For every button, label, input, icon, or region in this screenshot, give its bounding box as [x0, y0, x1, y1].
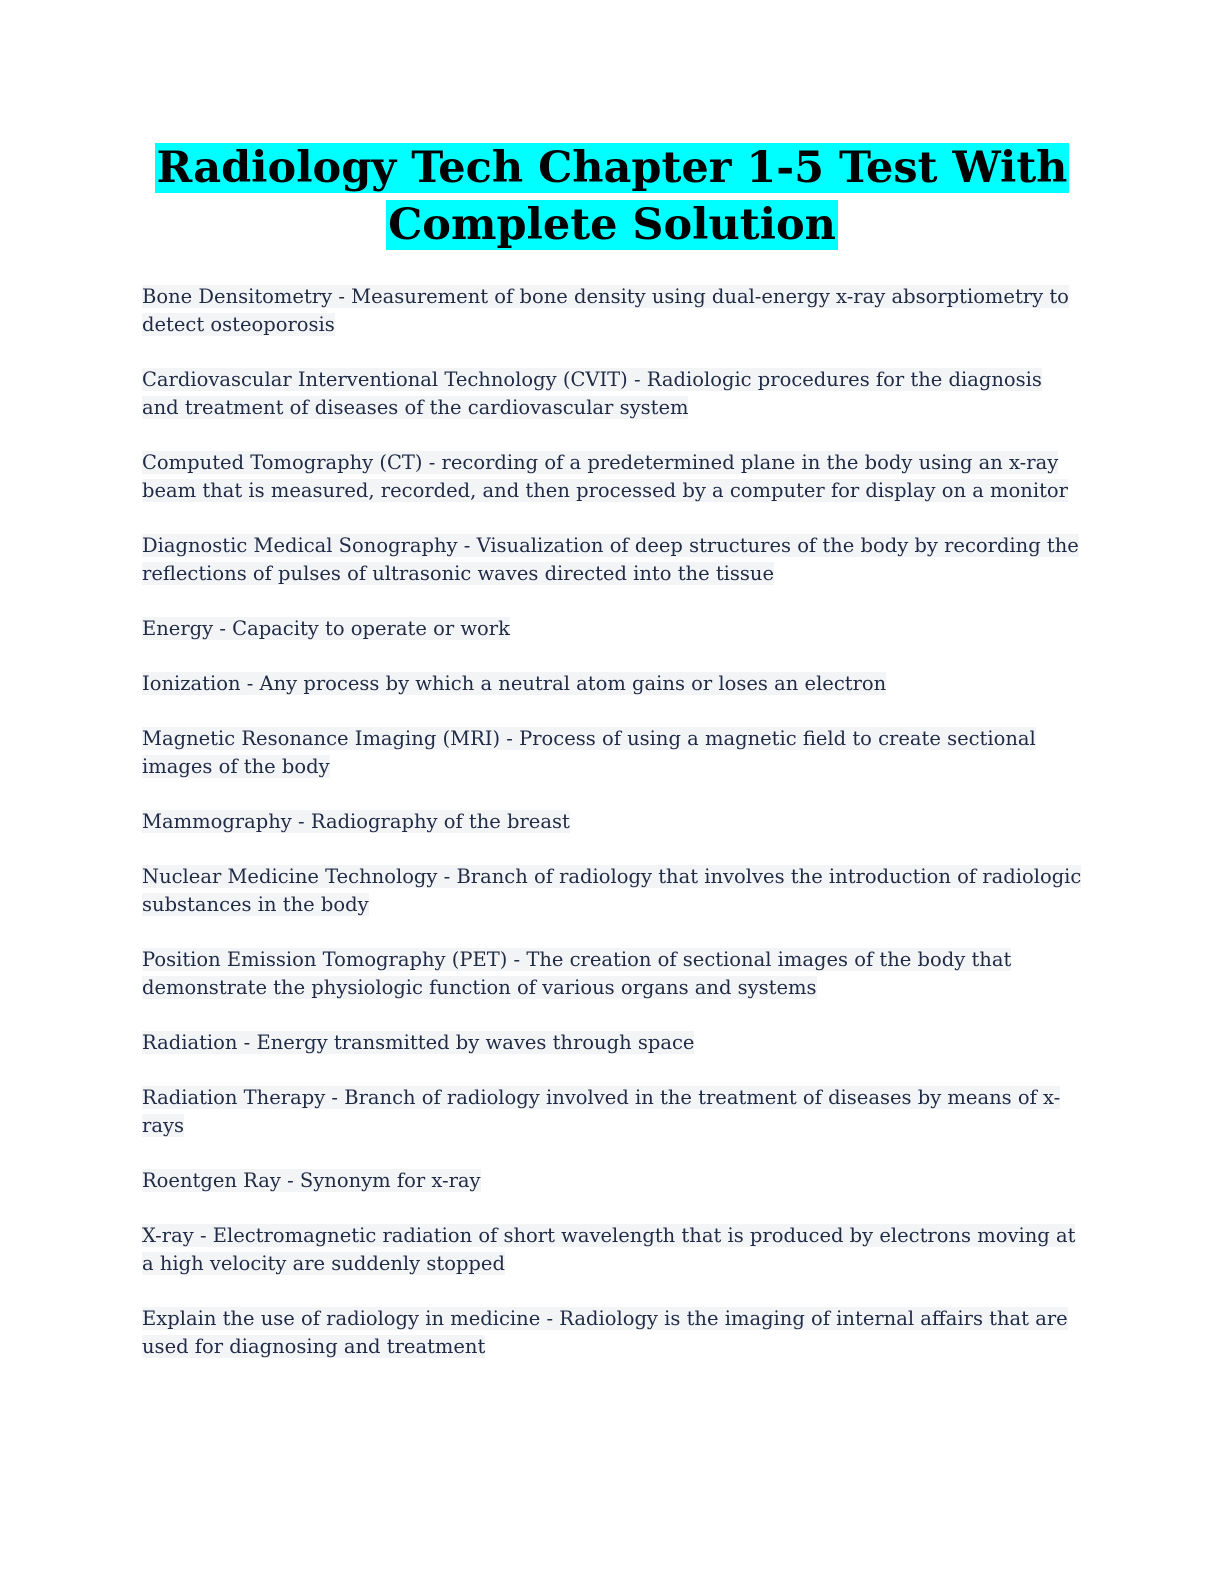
glossary-entry: Mammography - Radiography of the breast [142, 810, 570, 833]
glossary-entry: Roentgen Ray - Synonym for x-ray [142, 1169, 481, 1192]
document-title [140, 140, 1084, 254]
glossary-entry: X-ray - Electromagnetic radiation of short wavelength that is produced by electrons moving at a high velocity are suddenly stopped [142, 1224, 1076, 1275]
glossary-entry: Position Emission Tomography (PET) - The creation of sectional images of the body that demonstrate the physiologic function of various organs and systems [142, 948, 1012, 999]
entry-term: Position Emission Tomography (PET) [142, 948, 508, 971]
entry-term: Nuclear Medicine Technology [142, 865, 438, 888]
entry-term: Roentgen Ray [142, 1169, 281, 1192]
glossary-entry: Magnetic Resonance Imaging (MRI) - Process of using a magnetic field to create sectional images of the body [142, 727, 1036, 778]
entry-definition: Measurement of bone density using dual-energy x-ray absorptiometry to detect osteoporosis [142, 285, 1069, 336]
glossary-entry: Nuclear Medicine Technology - Branch of radiology that involves the introduction of radiologic substances in the body [142, 865, 1082, 916]
entry-definition: Visualization of deep structures of the body by recording the reflections of pulses of ultrasonic waves directed into the tissue [142, 534, 1079, 585]
glossary-entry: Cardiovascular Interventional Technology (CVIT) - Radiologic procedures for the diagnosis and treatment of diseases of the cardiovascular system [142, 368, 1042, 419]
glossary-list [142, 283, 1082, 1388]
title-line-2: Complete Solution [388, 200, 836, 250]
entry-definition: Electromagnetic radiation of short wavelength that is produced by electrons moving at a high velocity are suddenly stopped [142, 1224, 1076, 1275]
entry-definition: Branch of radiology that involves the introduction of radiologic substances in the body [142, 865, 1082, 916]
entry-definition: Branch of radiology involved in the treatment of diseases by means of x-rays [142, 1086, 1061, 1137]
entry-term: Computed Tomography (CT) [142, 451, 423, 474]
glossary-entry: Energy - Capacity to operate or work [142, 617, 510, 640]
entry-term: Radiation [142, 1031, 238, 1054]
entry-definition: recording of a predetermined plane in the body using an x-ray beam that is measured, recorded, and then processed by a computer for display on a monitor [142, 451, 1068, 502]
glossary-entry: Bone Densitometry - Measurement of bone density using dual-energy x-ray absorptiometry to detect osteoporosis [142, 285, 1069, 336]
entry-definition: Any process by which a neutral atom gains or loses an electron [259, 672, 887, 695]
glossary-entry: Radiation Therapy - Branch of radiology involved in the treatment of diseases by means of x-rays [142, 1086, 1061, 1137]
entry-term: Magnetic Resonance Imaging (MRI) [142, 727, 501, 750]
entry-term: Explain the use of radiology in medicine [142, 1307, 541, 1330]
title-line-1: Radiology Tech Chapter 1-5 Test With [156, 143, 1068, 193]
entry-term: Cardiovascular Interventional Technology (CVIT) [142, 368, 628, 391]
entry-definition: Radiology is the imaging of internal affairs that are used for diagnosing and treatment [142, 1307, 1068, 1358]
entry-term: Ionization [142, 672, 241, 695]
entry-definition: Process of using a magnetic field to create sectional images of the body [142, 727, 1036, 778]
entry-definition: Radiography of the breast [310, 810, 570, 833]
entry-term: X-ray [142, 1224, 194, 1247]
entry-term: Bone Densitometry [142, 285, 333, 308]
entry-definition: Capacity to operate or work [232, 617, 510, 640]
glossary-entry: Diagnostic Medical Sonography - Visualization of deep structures of the body by recording the reflections of pulses of ultrasonic waves directed into the tissue [142, 534, 1079, 585]
entry-term: Radiation Therapy [142, 1086, 326, 1109]
glossary-entry: Radiation - Energy transmitted by waves through space [142, 1031, 695, 1054]
glossary-entry: Computed Tomography (CT) - recording of a predetermined plane in the body using an x-ray beam that is measured, recorded, and then processed by a computer for display on a monitor [142, 451, 1068, 502]
entry-definition: The creation of sectional images of the body that demonstrate the physiologic function of various organs and systems [142, 948, 1012, 999]
entry-term: Energy [142, 617, 214, 640]
glossary-entry: Ionization - Any process by which a neutral atom gains or loses an electron [142, 672, 887, 695]
entry-definition: Energy transmitted by waves through space [256, 1031, 695, 1054]
entry-definition: Synonym for x-ray [299, 1169, 481, 1192]
entry-term: Mammography [142, 810, 292, 833]
entry-term: Diagnostic Medical Sonography [142, 534, 458, 557]
entry-definition: Radiologic procedures for the diagnosis and treatment of diseases of the cardiovascular system [142, 368, 1042, 419]
glossary-entry: Explain the use of radiology in medicine - Radiology is the imaging of internal affairs that are used for diagnosing and treatment [142, 1307, 1068, 1358]
